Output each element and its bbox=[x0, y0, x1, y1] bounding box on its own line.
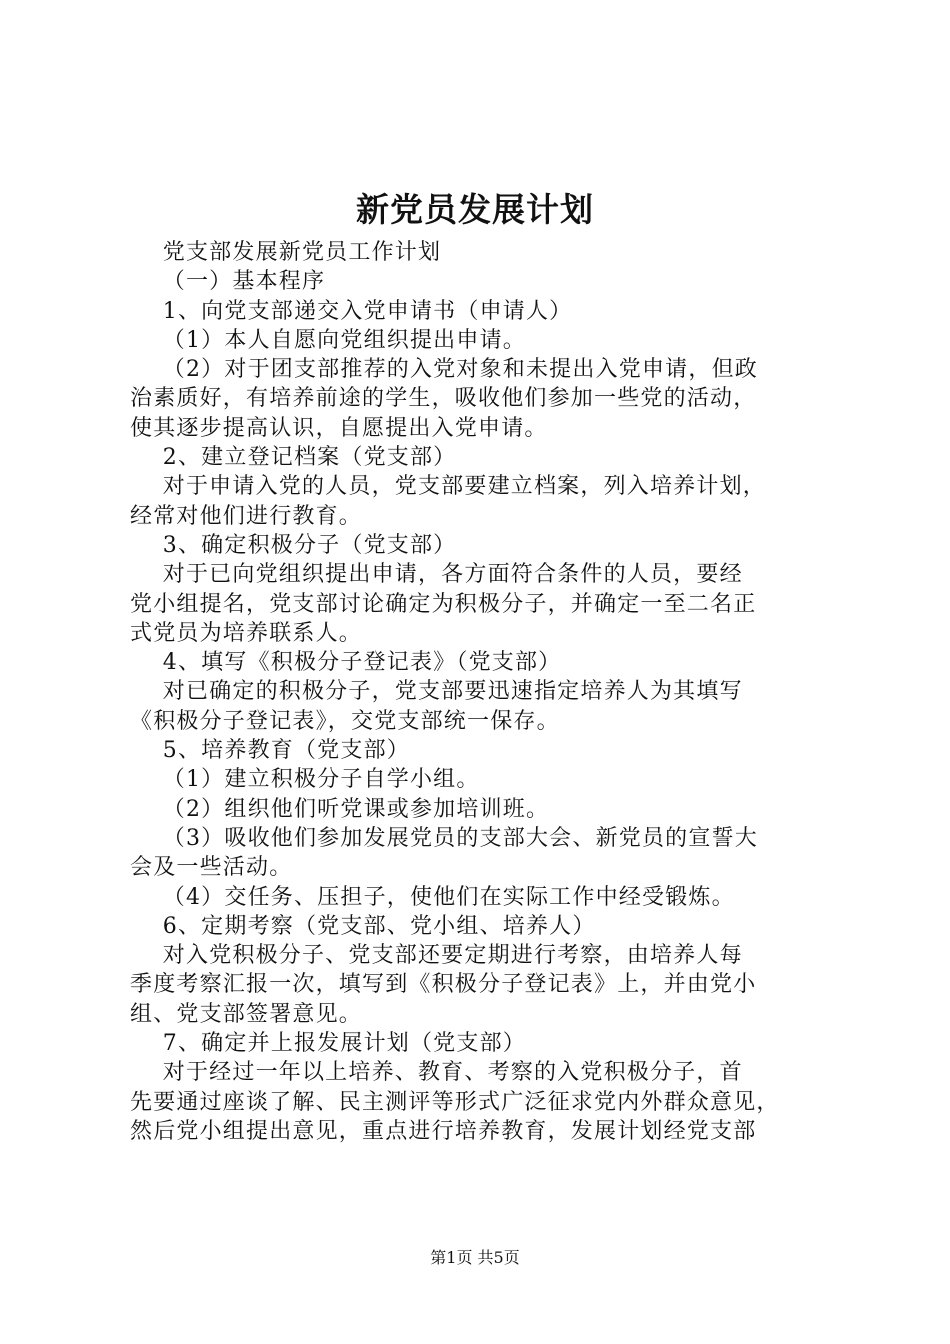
text-line: （3）吸收他们参加发展党员的支部大会、新党员的宣誓大 bbox=[130, 825, 758, 851]
text-line: （4）交任务、压担子，使他们在实际工作中经受锻炼。 bbox=[130, 884, 735, 910]
text-line: 党支部发展新党员工作计划 bbox=[130, 240, 442, 265]
text-line: 然后党小组提出意见，重点进行培养教育，发展计划经党支部 bbox=[130, 1118, 757, 1144]
text-line: （一）基本程序 bbox=[130, 269, 326, 295]
text-line: 1、向党支部递交入党申请书（申请人） bbox=[130, 298, 573, 324]
text-line: 5、培养教育（党支部） bbox=[130, 738, 410, 764]
text-line: 组、党支部签署意见。 bbox=[130, 1001, 363, 1027]
text-line: （1）本人自愿向党组织提出申请。 bbox=[130, 327, 526, 353]
text-line: 3、确定积极分子（党支部） bbox=[130, 532, 457, 558]
text-line: 对于已向党组织提出申请，各方面符合条件的人员，要经 bbox=[130, 562, 743, 588]
text-line: 7、确定并上报发展计划（党支部） bbox=[130, 1031, 526, 1057]
text-line: （2）组织他们听党课或参加培训班。 bbox=[130, 796, 550, 822]
text-line: 《积极分子登记表》，交党支部统一保存。 bbox=[130, 708, 560, 734]
text-line: 4、填写《积极分子登记表》（党支部） bbox=[130, 650, 562, 676]
page-footer: 第1页 共5页 bbox=[430, 1248, 520, 1267]
document-title: 新党员发展计划 bbox=[356, 190, 594, 229]
text-line: 先要通过座谈了解、民主测评等形式广泛征求党内外群众意见， bbox=[130, 1089, 780, 1115]
text-line: 会及一些活动。 bbox=[130, 855, 293, 881]
text-line: （1）建立积极分子自学小组。 bbox=[130, 767, 480, 793]
text-line: 季度考察汇报一次，填写到《积极分子登记表》上，并由党小 bbox=[130, 972, 757, 998]
text-line: 式党员为培养联系人。 bbox=[130, 620, 363, 646]
text-line: 使其逐步提高认识，自愿提出入党申请。 bbox=[130, 415, 548, 441]
text-line: 对于申请入党的人员，党支部要建立档案，列入培养计划， bbox=[130, 474, 766, 500]
text-line: 2、建立登记档案（党支部） bbox=[130, 445, 457, 471]
text-line: 治素质好，有培养前途的学生，吸收他们参加一些党的活动， bbox=[130, 386, 757, 412]
text-line: 对于经过一年以上培养、教育、考察的入党积极分子，首 bbox=[130, 1060, 743, 1086]
text-line: 党小组提名，党支部讨论确定为积极分子，并确定一至二名正 bbox=[130, 591, 757, 617]
document-body bbox=[130, 238, 830, 1146]
text-line: 对入党积极分子、党支部还要定期进行考察，由培养人每 bbox=[130, 943, 743, 969]
text-line: （2）对于团支部推荐的入党对象和未提出入党申请，但政 bbox=[130, 357, 758, 383]
text-line: 对已确定的积极分子，党支部要迅速指定培养人为其填写 bbox=[130, 679, 743, 705]
text-line: 经常对他们进行教育。 bbox=[130, 503, 363, 529]
text-line: 6、定期考察（党支部、党小组、培养人） bbox=[130, 913, 596, 939]
